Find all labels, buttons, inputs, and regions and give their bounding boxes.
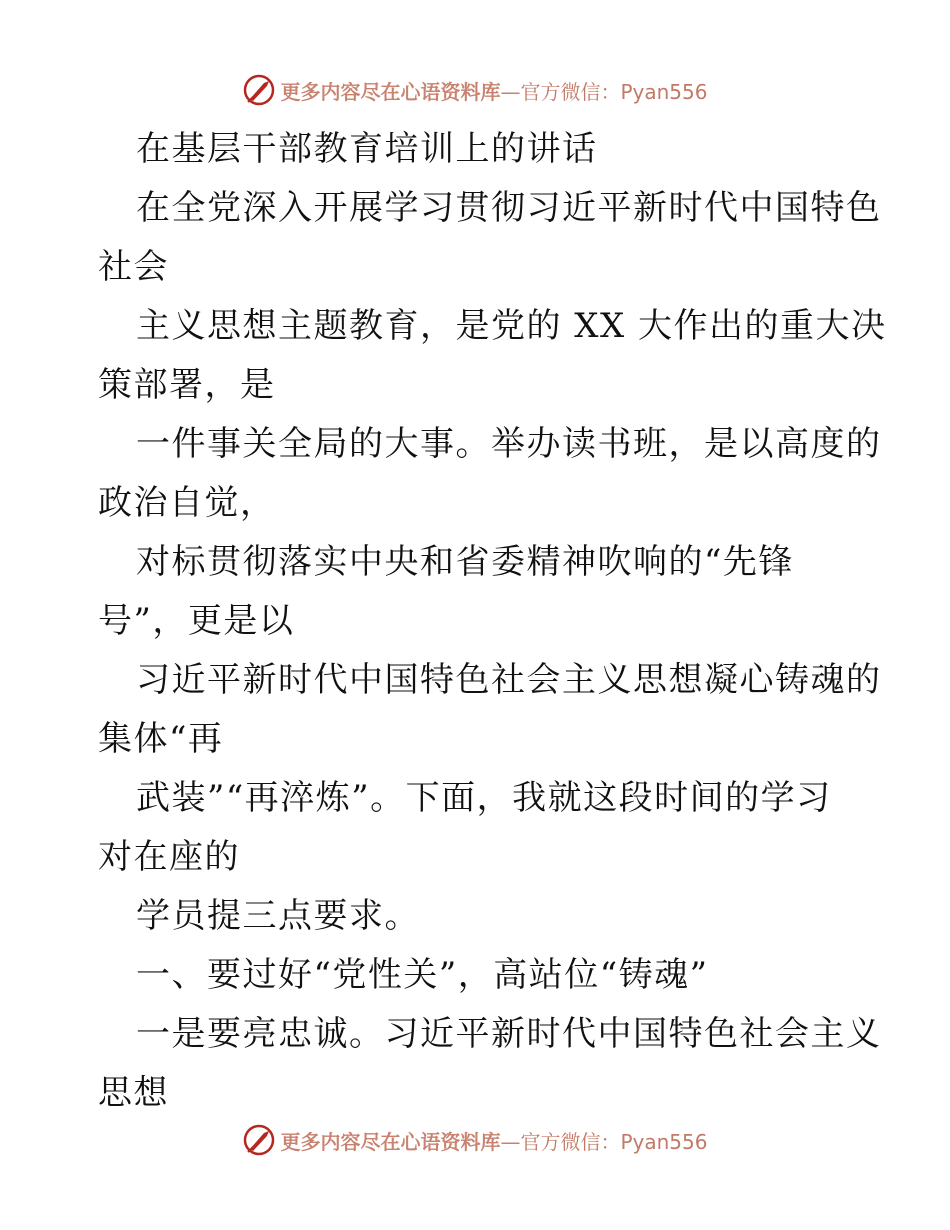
banner-wechat: 官方微信：Pyan556: [520, 1129, 708, 1154]
paragraph-line: 在基层干部教育培训上的讲话: [136, 129, 598, 169]
banner-text: [280, 1126, 707, 1155]
paragraph-line: 学员提三点要求。: [136, 896, 420, 936]
paragraph-line: 一是要亮忠诚。习近平新时代中国特色社会主义: [136, 1014, 882, 1054]
quill-pen-logo-icon: [242, 73, 276, 107]
banner-wechat: 官方微信：Pyan556: [520, 79, 708, 104]
paragraph-line: 对标贯彻落实中央和省委精神吹响的“先锋: [136, 542, 794, 582]
paragraph-line: 武装”“再淬炼”。下面，我就这段时间的学习: [136, 778, 832, 818]
footer-banner: [0, 1120, 950, 1160]
paragraph-line: 政治自觉，: [98, 483, 276, 523]
paragraph-line: 号”，更是以: [98, 601, 295, 641]
paragraph-line: 策部署，是: [98, 365, 276, 405]
paragraph-line: 主义思想主题教育，是党的 XX 大作出的重大决: [136, 306, 887, 346]
banner-title: 更多内容尽在心语资料库: [280, 79, 501, 104]
banner-text: [280, 76, 707, 105]
quill-pen-logo-icon: [242, 1123, 276, 1157]
paragraph-line: 一件事关全局的大事。举办读书班，是以高度的: [136, 424, 882, 464]
document-body: [98, 120, 887, 1123]
paragraph-line: 在全党深入开展学习贯彻习近平新时代中国特色: [136, 188, 882, 228]
banner-separator: —: [500, 1129, 521, 1154]
paragraph-line: 集体“再: [98, 719, 224, 759]
paragraph-line: 对在座的: [98, 837, 240, 877]
paragraph-line: 一、要过好“党性关”，高站位“铸魂”: [136, 955, 709, 995]
header-banner: [0, 70, 950, 110]
paragraph-line: 社会: [98, 247, 169, 287]
banner-separator: —: [500, 79, 521, 104]
paragraph-line: 思想: [98, 1073, 169, 1113]
paragraph-line: 习近平新时代中国特色社会主义思想凝心铸魂的: [136, 660, 882, 700]
banner-title: 更多内容尽在心语资料库: [280, 1129, 501, 1154]
